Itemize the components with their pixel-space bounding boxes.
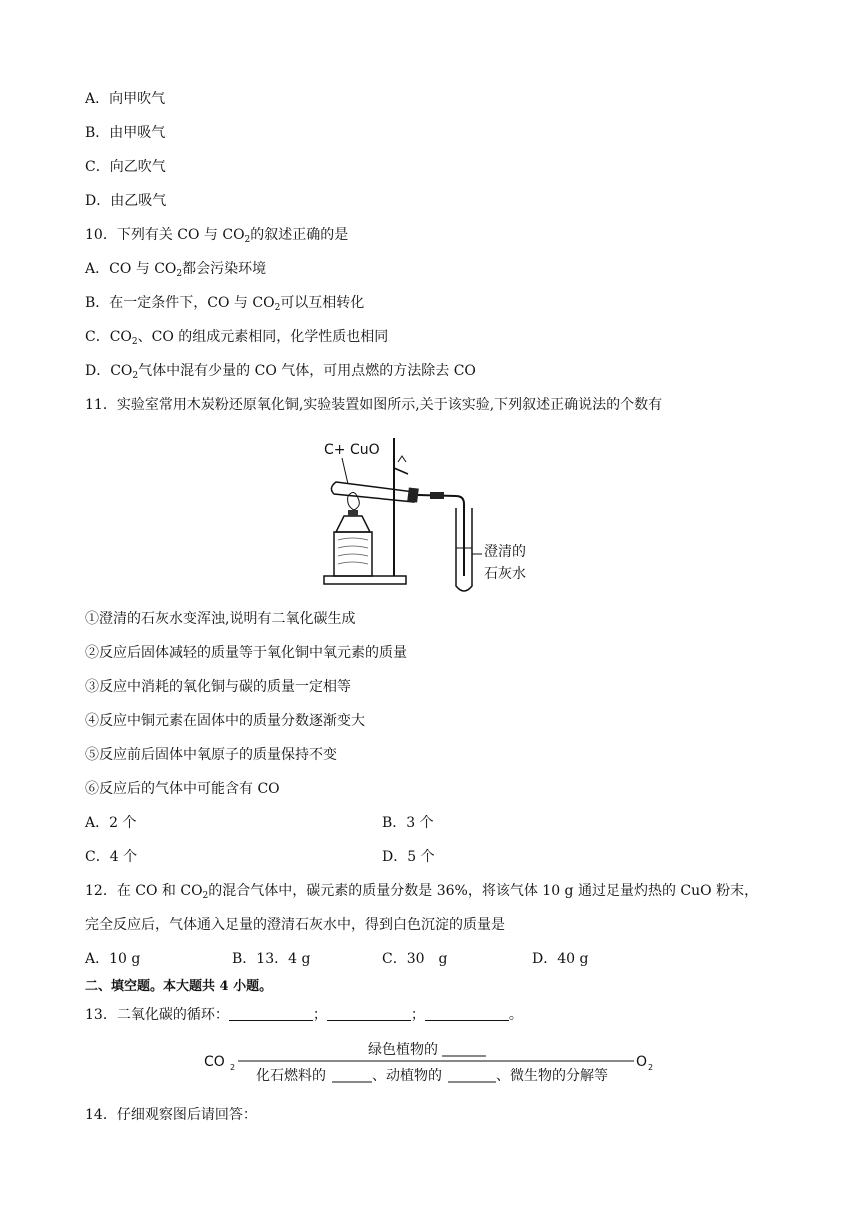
q11-option-b: B．3 个 <box>382 815 434 831</box>
q12-option-a: A．10 g <box>85 951 141 967</box>
q12-stem-line2: 完全反应后，气体通入足量的澄清石灰水中，得到白色沉淀的质量是 <box>85 917 505 933</box>
q11-statement-3: ③反应中消耗的氧化铜与碳的质量一定相等 <box>85 679 351 695</box>
q9-option-c: C．向乙吹气 <box>85 159 166 175</box>
figure-label-limewater-2: 石灰水 <box>484 566 526 582</box>
diagram-bottom-b: 、动植物的 <box>372 1068 442 1084</box>
figure-label-limewater-1: 澄清的 <box>484 544 526 560</box>
q11-statement-1: ①澄清的石灰水变浑浊,说明有二氧化碳生成 <box>85 611 356 627</box>
q12-option-b: B．13．4 g <box>232 951 311 967</box>
q11-statement-2: ②反应后固体减轻的质量等于氧化铜中氧元素的质量 <box>85 645 407 661</box>
q11-statement-6: ⑥反应后的气体中可能含有 CO <box>85 781 280 797</box>
q13-stem: 13．二氧化碳的循环： ； ； 。 <box>85 1007 523 1023</box>
q11-option-c: C．4 个 <box>85 849 138 865</box>
diagram-bottom-c: 、微生物的分解等 <box>496 1068 608 1084</box>
q11-option-d: D．5 个 <box>382 849 435 865</box>
q12-stem-line1: 12．在 CO 和 $CO_2$的混合气体中，碳元素的质量分数是 36%，将该气体 10 g 通过足量灼热的 CuO 粉末， <box>85 883 759 901</box>
section-heading: 二、填空题。本大题共 4 小题。 <box>85 979 273 994</box>
experiment-apparatus-figure <box>318 436 548 596</box>
q13-blank-1[interactable] <box>229 1006 313 1021</box>
q9-option-d: D．由乙吸气 <box>85 193 167 209</box>
svg-text:2: 2 <box>648 1063 654 1072</box>
q10-stem: 10．下列有关 CO 与 $CO_2$的叙述正确的是 <box>85 227 349 245</box>
diagram-top-text: 绿色植物的 <box>368 1042 438 1058</box>
diagram-o2: O <box>636 1054 648 1070</box>
q10-option-b: B．在一定条件下，CO 与 $CO_2$可以互相转化 <box>85 295 365 313</box>
q12-option-d: D．40 g <box>532 951 589 967</box>
q10-option-c: C．$CO_2$、CO 的组成元素相同，化学性质也相同 <box>85 329 389 347</box>
q11-option-a: A．2 个 <box>85 815 137 831</box>
q10-option-a: A．CO 与 $CO_2$都会污染环境 <box>85 261 267 279</box>
q10-option-d: D．$CO_2$气体中混有少量的 CO 气体，可用点燃的方法除去 CO <box>85 363 476 381</box>
diagram-bottom-a: 化石燃料的 <box>256 1068 326 1084</box>
q11-stem: 11．实验室常用木炭粉还原氧化铜,实验装置如图所示,关于该实验,下列叙述正确说法的个数有 <box>85 397 663 413</box>
q9-option-a: A．向甲吹气 <box>85 91 166 107</box>
q11-statement-4: ④反应中铜元素在固体中的质量分数逐渐变大 <box>85 713 365 729</box>
q13-blank-3[interactable] <box>425 1006 509 1021</box>
svg-text:2: 2 <box>230 1063 236 1072</box>
q11-statement-5: ⑤反应前后固体中氧原子的质量保持不变 <box>85 747 337 763</box>
q9-option-b: B．由甲吸气 <box>85 125 166 141</box>
carbon-cycle-diagram <box>200 1036 660 1086</box>
q12-option-c: C．30 g <box>382 951 448 967</box>
q13-blank-2[interactable] <box>327 1006 411 1021</box>
q14-stem: 14．仔细观察图后请回答： <box>85 1107 257 1123</box>
diagram-co2: CO <box>204 1054 225 1070</box>
figure-label-reactants: C+ CuO <box>324 442 380 458</box>
